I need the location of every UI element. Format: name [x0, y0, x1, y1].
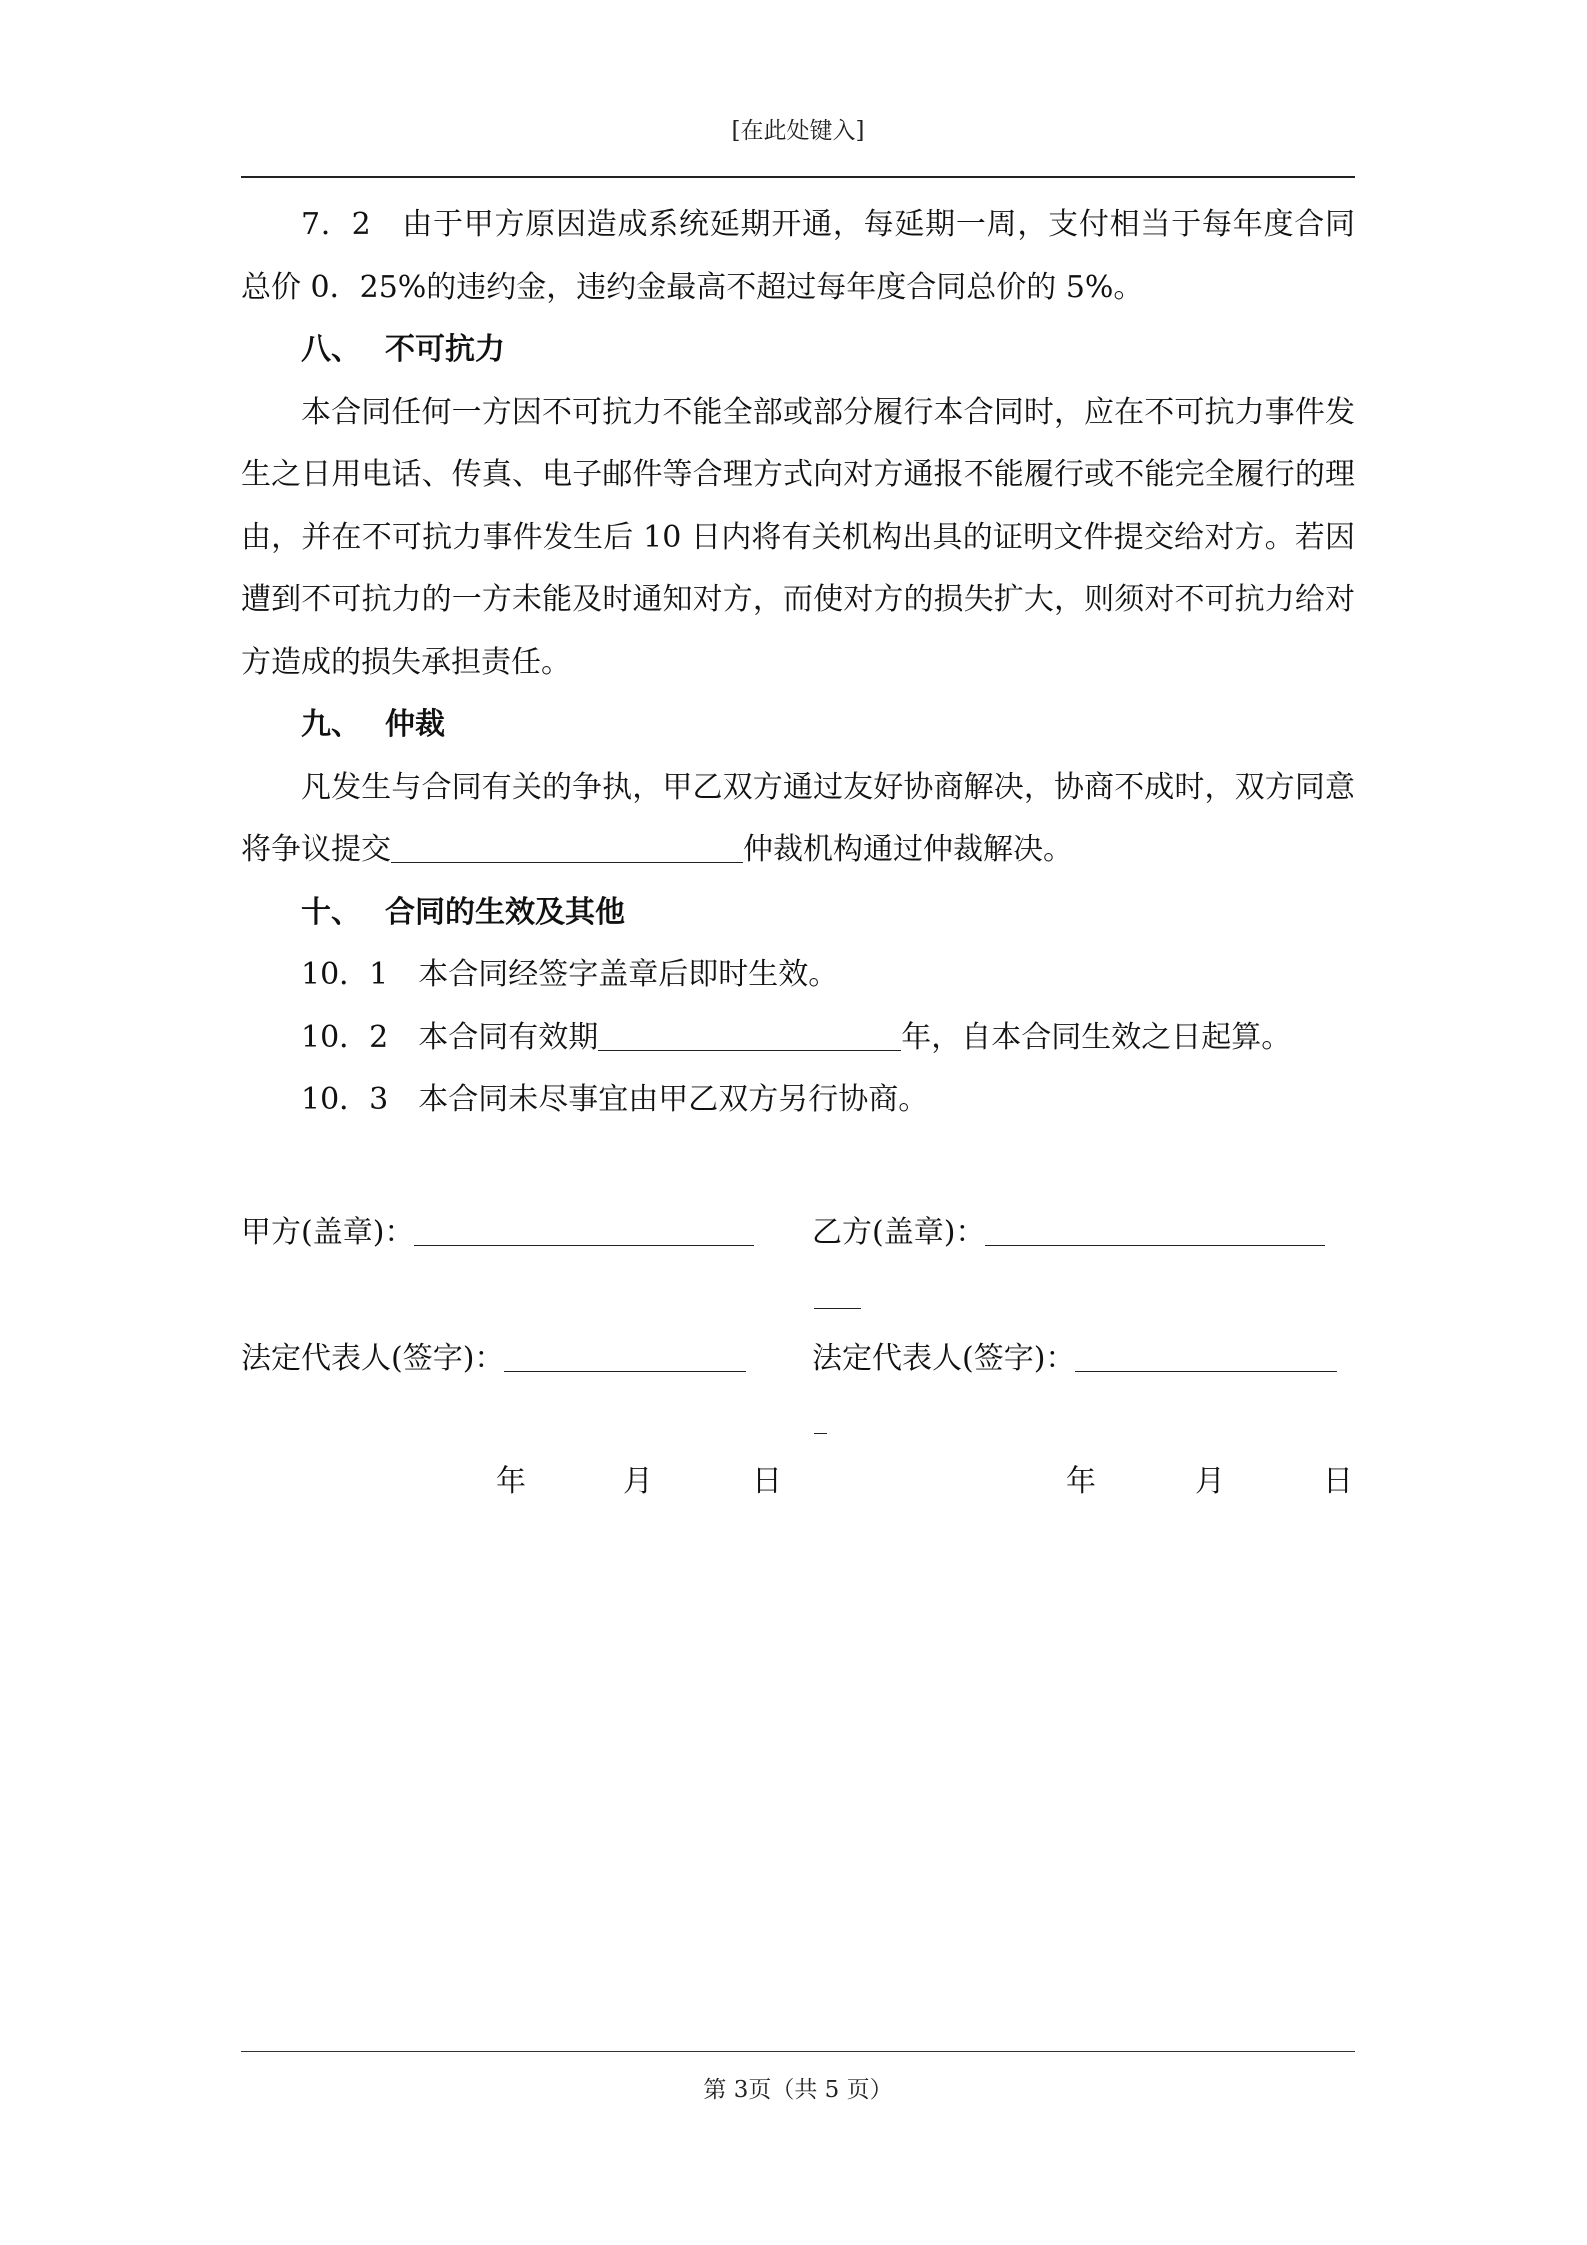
section-number-8: 八、 — [301, 332, 361, 367]
party-b-rep-blank-wrap — [814, 1433, 827, 1434]
clause-10-2-after: 年，自本合同生效之日起算。 — [901, 1019, 1292, 1055]
section-heading-9 — [241, 694, 1355, 757]
section-number-9: 九、 — [301, 707, 361, 742]
section-title-9: 仲裁 — [385, 707, 445, 742]
party-b-seal-blank[interactable] — [985, 1215, 1325, 1246]
party-a-date-day: 日 — [752, 1464, 782, 1499]
party-a-seal-line — [241, 1213, 754, 1253]
validity-years-blank[interactable] — [598, 1018, 901, 1051]
page-header: [在此处键入] — [731, 118, 865, 144]
contract-body — [241, 194, 1355, 1132]
header-divider — [241, 176, 1355, 178]
clause-10-2-before: 10．2 本合同有效期 — [301, 1019, 599, 1055]
party-a-seal-label: 甲方(盖章)： — [241, 1215, 415, 1250]
party-a-date-month: 月 — [623, 1464, 653, 1499]
section-number-10: 十、 — [301, 894, 361, 930]
force-majeure-paragraph: 本合同任何一方因不可抗力不能全部或部分履行本合同时，应在不可抗力事件发生之日用电话、传真、电子邮件等合理方式向对方通报不能履行或不能完全履行的理由，并在不可抗力事件发生后 10 日内将有关机构出具的证明文件提交给对方。若因遭到不可抗力的一方未能及时通知对方，而使对方的损失扩大，则须对不可抗力给对方造成的损失承担责任。 — [241, 394, 1355, 680]
party-a-seal-blank[interactable] — [414, 1215, 754, 1246]
arbitration-paragraph — [241, 757, 1355, 882]
party-a-date-year: 年 — [496, 1464, 526, 1499]
party-a-rep-blank[interactable] — [504, 1341, 746, 1372]
section-title-8: 不可抗力 — [385, 332, 505, 367]
arbitration-text-after: 仲裁机构通过仲裁解决。 — [743, 832, 1073, 867]
section-title-10: 合同的生效及其他 — [385, 894, 625, 930]
party-b-rep-label: 法定代表人(签字)： — [812, 1341, 1076, 1376]
party-a-rep-line — [241, 1339, 746, 1379]
clause-10-3: 10．3 本合同未尽事宜由甲乙双方另行协商。 — [301, 1082, 929, 1117]
arbitration-text-before: 凡发生与合同有关的争执，甲乙双方通过友好协商解决，协商不成时，双方同意将争议提交 — [241, 769, 1355, 867]
section-heading-8 — [241, 319, 1355, 382]
party-b-date-year: 年 — [1066, 1464, 1096, 1499]
party-b-rep-blank[interactable] — [1075, 1341, 1337, 1372]
party-b-date-month: 月 — [1195, 1464, 1225, 1499]
party-a-rep-label: 法定代表人(签字)： — [241, 1341, 505, 1376]
party-b-seal-line — [812, 1213, 1325, 1253]
party-b-seal-blank-wrap — [814, 1308, 861, 1309]
party-b-rep-line — [812, 1339, 1337, 1379]
footer-divider — [241, 2051, 1355, 2052]
page-footer: 第 3页（共 5 页） — [703, 2077, 893, 2103]
clause-7-2: 7．2 由于甲方原因造成系统延期开通，每延期一周，支付相当于每年度合同总价 0．25%的违约金，违约金最高不超过每年度合同总价的 5%。 — [241, 207, 1355, 305]
party-b-date-day: 日 — [1323, 1464, 1353, 1499]
clause-10-2 — [241, 1007, 1355, 1070]
arbitration-institution-blank[interactable] — [391, 830, 743, 863]
clause-10-1: 10．1 本合同经签字盖章后即时生效。 — [301, 957, 839, 992]
party-b-seal-label: 乙方(盖章)： — [812, 1215, 986, 1250]
section-heading-10 — [241, 882, 1355, 945]
